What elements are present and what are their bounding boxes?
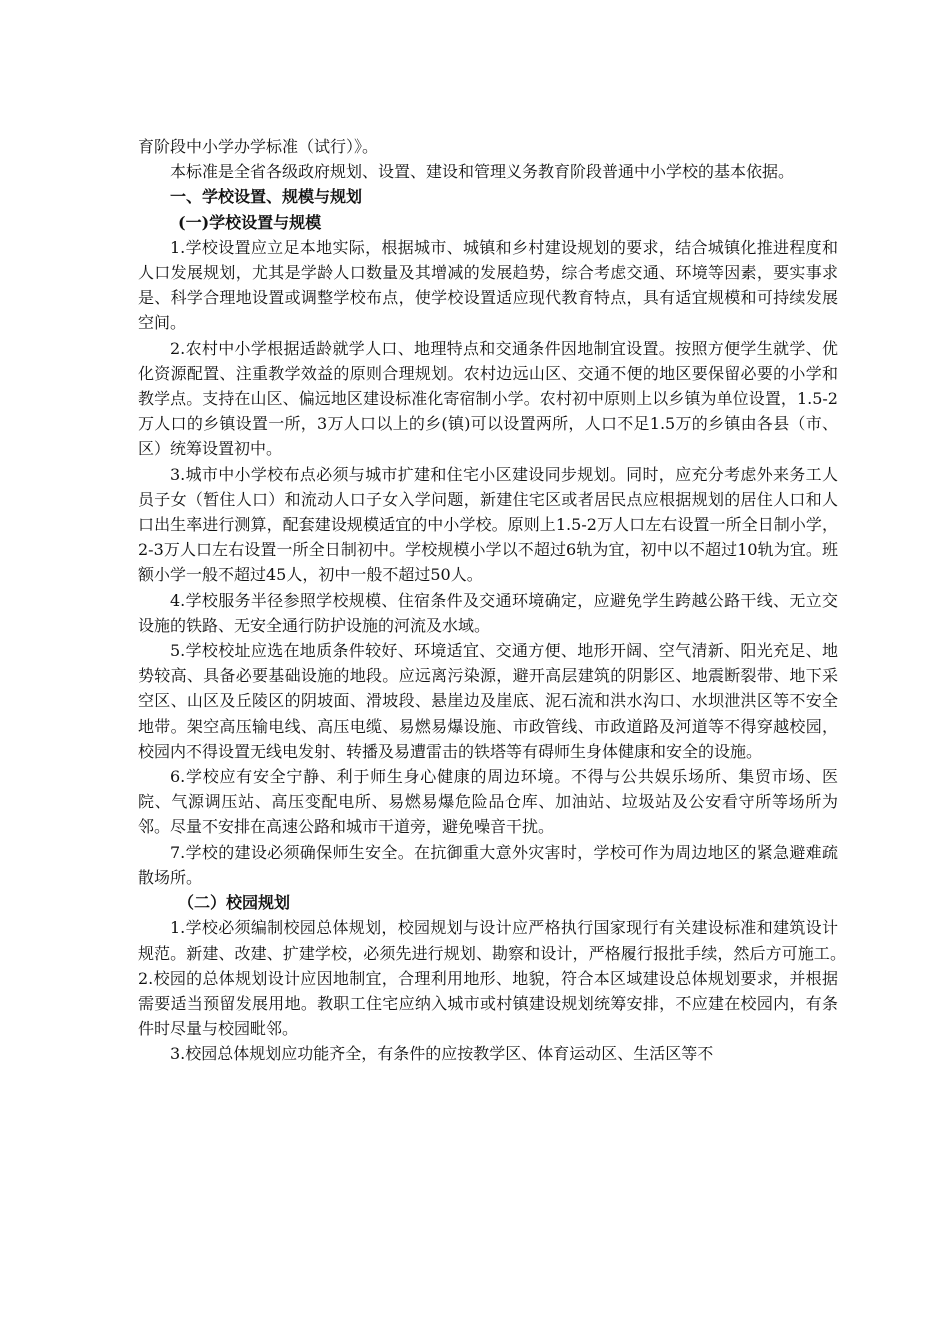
section-heading-1: 一、学校设置、规模与规划 bbox=[170, 187, 363, 207]
paragraph-item-5: 5.学校校址应选在地质条件较好、环境适宜、交通方便、地形开阔、空气清新、阳光充足、地势较高、具备必要基础设施的地段。应远离污染源，避开高层建筑的阴影区、地震断裂带、地下采空区、山区及丘陵区的阴坡面、滑坡段、悬崖边及崖底、泥石流和洪水沟口、水坝泄洪区等不安全地带。架空高压输电线、高压电缆、易燃易爆设施、市政管线、市政道路及河道等不得穿越校园，校园内不得设置无线电发射、转播及易遭雷击的铁塔等有碍师生身体健康和安全的设施。 bbox=[138, 641, 838, 761]
paragraph-item-1: 1.学校设置应立足本地实际，根据城市、城镇和乡村建设规划的要求，结合城镇化推进程度和人口发展规划，尤其是学龄人口数量及其增减的发展趋势，综合考虑交通、环境等因素，要实事求是、科学合理地设置或调整学校布点，使学校设置适应现代教育特点，具有适宜规模和可持续发展空间。 bbox=[138, 237, 838, 333]
paragraph-item-2: 2.农村中小学根据适龄就学人口、地理特点和交通条件因地制宜设置。按照方便学生就学、优化资源配置、注重教学效益的原则合理规划。农村边远山区、交通不便的地区要保留必要的小学和教学点。支持在山区、偏远地区建设标准化寄宿制小学。农村初中原则上以乡镇为单位设置，1.5-2万人口的乡镇设置一所，3万人口以上的乡(镇)可以设置两所，人口不足1.5万的乡镇由各县（市、区）统筹设置初中。 bbox=[138, 338, 838, 459]
subsection-heading-school-setup: (一)学校设置与规模 bbox=[178, 212, 322, 232]
paragraph-scope: 本标准是全省各级政府规划、设置、建设和管理义务教育阶段普通中小学校的基本依据。 bbox=[170, 162, 795, 182]
paragraph-item-7: 7.学校的建设必须确保师生安全。在抗御重大意外灾害时，学校可作为周边地区的紧急避难疏散场所。 bbox=[138, 842, 838, 887]
paragraph-continuation: 育阶段中小学办学标准（试行）》。 bbox=[138, 137, 379, 156]
paragraph-item-6: 6.学校应有安全宁静、利于师生身心健康的周边环境。不得与公共娱乐场所、集贸市场、医院、气源调压站、高压变配电所、易燃易爆危险品仓库、加油站、垃圾站及公安看守所等场所为邻。尽量不安排在高速公路和城市干道旁，避免噪音干扰。 bbox=[138, 767, 838, 837]
paragraph-item-3: 3.城市中小学校布点必须与城市扩建和住宅小区建设同步规划。同时，应充分考虑外来务工人员子女（暂住人口）和流动人口子女入学问题，新建住宅区或者居民点应根据规划的居住人口和人口出生率进行测算，配套建设规模适宜的中小学校。原则上1.5-2万人口左右设置一所全日制小学，2-3万人口左右设置一所全日制初中。学校规模小学以不超过6轨为宜，初中以不超过10轨为宜。班额小学一般不超过45人，初中一般不超过50人。 bbox=[138, 464, 838, 585]
paragraph-item-4: 4.学校服务半径参照学校规模、住宿条件及交通环境确定，应避免学生跨越公路干线、无立交设施的铁路、无安全通行防护设施的河流及水域。 bbox=[138, 590, 838, 635]
paragraph-planning-1-2: 1.学校必须编制校园总体规划，校园规划与设计应严格执行国家现行有关建设标准和建筑设计规范。新建、改建、扩建学校，必须先进行规划、勘察和设计，严格履行报批手续，然后方可施工。 2.校园的总体规划设计应因地制宜，合理利用地形、地貌，符合本区域建设总体规划要求，并根据需要适当预留发展用地。教职工住宅应纳入城市或村镇建设规划统筹安排，不应建在校园内，有条件时尽量与校园毗邻。 bbox=[138, 918, 855, 1039]
document-page bbox=[138, 134, 855, 1067]
subsection-heading-campus-planning: （二）校园规划 bbox=[178, 893, 291, 913]
paragraph-planning-3: 3.校园总体规划应功能齐全，有条件的应按教学区、体育运动区、生活区等不 bbox=[170, 1044, 714, 1064]
